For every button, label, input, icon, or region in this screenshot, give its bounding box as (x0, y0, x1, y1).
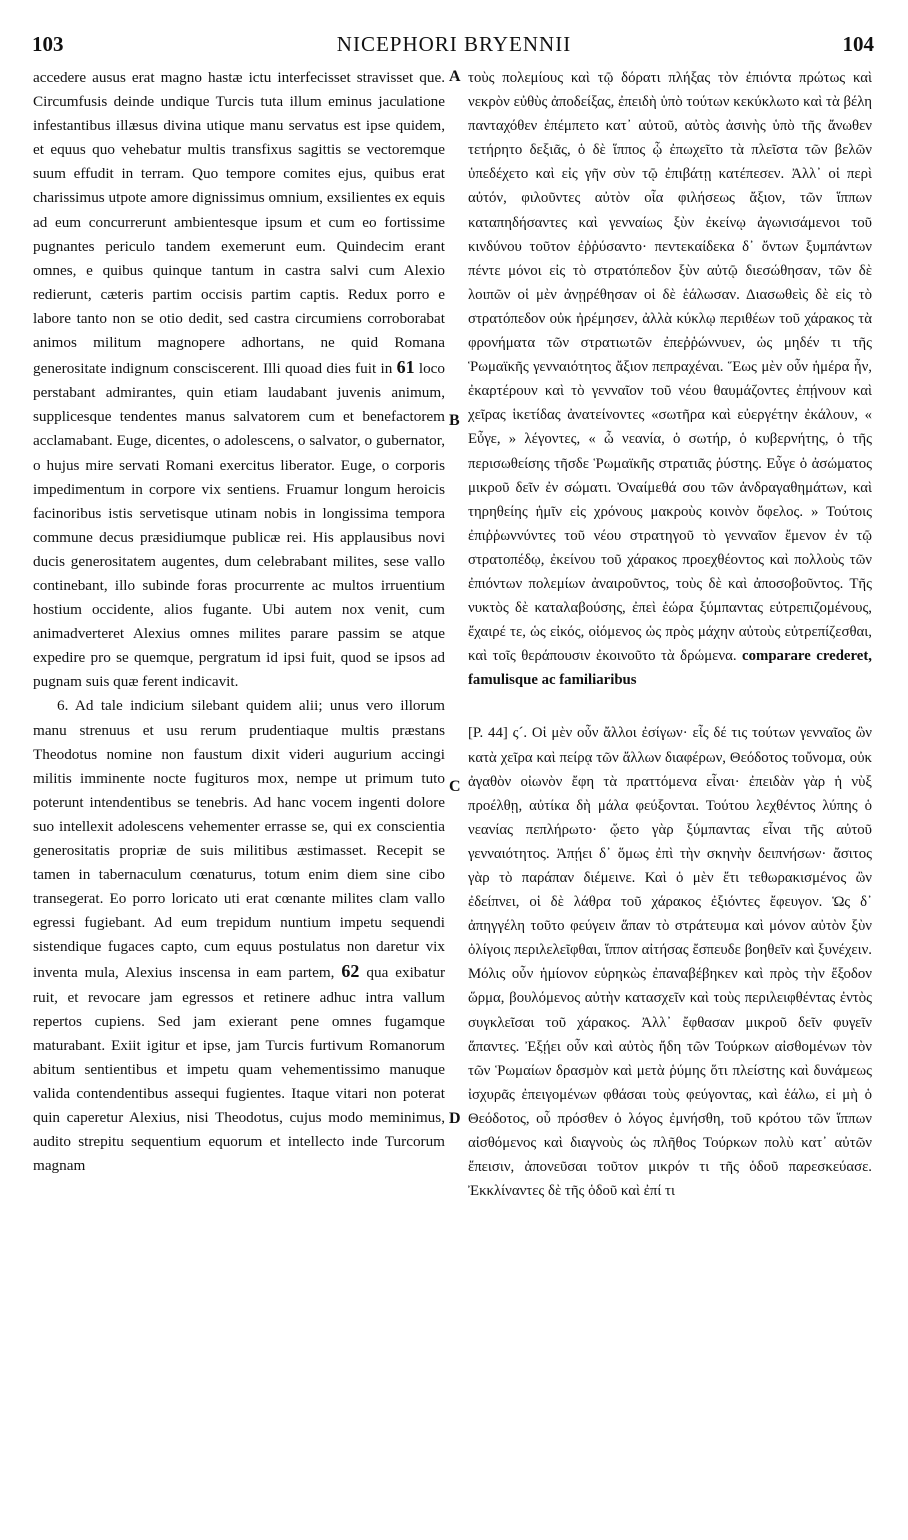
latin-paragraph-2 (33, 694, 445, 1178)
margin-letter-a: A (449, 68, 461, 85)
latin-continuation-line: comparare crederet, famulisque ac familiaribus (468, 648, 872, 689)
greek-text-2: [P. 44] ς´. Οἱ μὲν οὖν ἄλλοι ἐσίγων· εἷς δέ τις τούτων γενναῖος ὢν κατὰ χεῖρα καὶ πείρᾳ τῶν ἄλλων διαφέρων, Θεόδοτος τοὔνομα, οὐκ ἀγαθὸν οἰωνὸν ἔφη τὰ πραττόμενα εἶναι· ἐπειδὰν γὰρ ἡ νὺξ προέλθῃ, αὐτίκα δὴ μάλα φεύξονται. Τούτου λεχθέντος λύπης ὁ νεανίας πεπλήρωτο· ᾤετο γὰρ ξύμπαντας εἶναι τῆς αὐτοῦ γενναιότητος. Ἀπῄει δ᾽ ὅμως ἐπὶ τὴν σκηνὴν δειπνήσων· ἄσιτος γὰρ τὸ παράπαν διέμεινε. Καὶ ὁ μὲν ἔτι τεθωρακισμένος ὢν ἐδείπνει, οἱ δὲ λάθρα τοῦ χάρακος ἐξιόντες ἔφευγον. Ὡς δ᾽ ἀπηγγέλη τοῦτο φεύγειν ἅπαν τὸ στράτευμα καὶ μόνον αὐτὸν ξὺν ὀλίγοις περιλελεῖφθαι, ἵππον αἰτήσας ἔσπευδε βοηθεῖν καὶ ξυνέχειν. Μόλις οὖν ἡμίονον εὑρηκὼς ἐπαναβέβηκεν καὶ πρὸς τὴν ἔξοδον ὥρμα, βουλόμενος αὐτὴν κατασχεῖν καὶ τοὺς περιλειφθέντας ἐντὸς συγκλεῖσαι τοῦ χάρακος. Ἀλλ᾽ ἔφθασαν μικροῦ δεῖν φυγεῖν ἅπαντες. Ἐξῄει οὖν καὶ αὐτὸς ἤδη τῶν Τούρκων αἰσθομένων τὸν τῶν Ῥωμαίων δρασμὸν καὶ μετὰ ῥύμης ὅτι πλείστης καὶ δυνάμεως ἰσχυρᾶς ἐπειγομένων φθάσαι τοὺς φεύγοντας, καὶ ἑάλω, εἰ μὴ ὁ Θεόδοτος, οὗ πρόσθεν ὁ λόγος ἐμνήσθη, τοῦ κρότου τῶν ἵππων αἰσθόμενος καὶ διαγνοὺς ὡς πλῆθος Τούρκων πολὺ κατ᾽ αὐτῶν ἔπεισιν, ἀπονεῦσαι τοῦτον μικρόν τι τῆς ὁδοῦ παρεσκεύασε. Ἐκκλίναντες δὲ τῆς ὁδοῦ καὶ ἐπί τι (468, 725, 872, 1200)
margin-letter-c: C (449, 778, 461, 795)
latin-paragraph-1 (33, 66, 445, 694)
edition-page-marker: 61 (396, 357, 415, 378)
greek-column (468, 66, 872, 1203)
latin-text-1a: accedere ausus erat magno hastæ ictu interfecisset stravisset que. Circumfusis deinde undique Turcis tuta illum eminus jaculatione infestantibus illæsus divina utique manu servatus est ipse quidem, et equus quo vehebatur multis transfixus sagittis se vectoremque suum effudit in terram. Quo tempore comites ejus, quibus erat charissimus utpote amore dignissimus omnium, exsilientes ex equis ad eum concurrerunt ambientesque ipsum et cum eo fortissime pugnantes periculo tandem exemerunt eum. Quindecim erant omnes, e quibus quinque tantum in castra salvi cum Alexio redierunt, cæteris partim occisis partim captis. Redux porro e labore tanto non se otio dedit, sed castra circumiens corroborabat animos militum magnopere adhortans, ne quid Romana generositate indignum consciscerent. Illi quoad dies fuit in (33, 69, 445, 378)
edition-page-marker: 62 (341, 961, 360, 982)
page-number-right: 104 (842, 32, 874, 56)
page-header (0, 32, 908, 66)
latin-text-2a: 6. Ad tale indicium silebant quidem alii; unus vero illorum manu strenuus et usu rerum prudentiaque multis præstans Theodotus nomine non faustum dixit videri augurium accingi militis imminente nocte fugituros mox, nempe ut primum tuto poterunt intendentibus se tenebris. Ad hanc vocem ingenti dolore suo intellexit adolescens vehementer errasse se, qui ex conscientia generositatis propriæ de suis militibus æstimasset. Recepit se tamen in tabernaculum cœnaturus, totum enim diem sine cibo transegerat. Eo porro loricato uti erat cœnante milites clam vallo egressi fugiebant. Ad eum trepidum nuntium impetu sequendi sistendique fugaces capto, cum equus postulatus non daretur vix inventa mula, Alexius inscensa in eam partem, (33, 697, 445, 982)
latin-column (33, 66, 445, 1178)
margin-letter-d: D (449, 1110, 461, 1127)
margin-letter-b: B (449, 412, 460, 429)
greek-paragraph-1 (468, 66, 872, 692)
latin-text-2b: qua exibatur ruit, et revocare jam egressos et retinere adhuc intra vallum repertos cupiens. Sed jam exierant pene omnes fugamque maturabant. Exiit igitur et ipse, jam Turcis furtivum Romanorum abitum sentientibus et impetu quam vehementissimo manuque valida contendentibus assequi fugientes. Itaque vitari non poterat quin caperetur Alexius, nisi Theodotus, cujus modo meminimus, audito strepitu sequentium equorum et intellecto inde Turcorum magnam (33, 964, 446, 1175)
greek-text-1: τοὺς πολεμίους καὶ τῷ δόρατι πλήξας τὸν ἐπιόντα πρώτως καὶ νεκρὸν εὐθὺς ἀποδείξας, ἐπειδὴ ὑπὸ τούτων κεκύκλωτο καὶ τὰ βέλη πανταχόθεν ἐπέμπετο κατ᾽ αὐτοῦ, αὐτὸς ἀσινὴς ὑπὸ τῆς ἄνωθεν τετήρητο δεξιᾶς, ὁ δὲ ἵππος ᾧ ἐπωχεῖτο τὰ πλεῖστα τῶν βελῶν ὑπεδέχετο καὶ εἰς γῆν σὺν τῷ ἐπιβάτῃ κατέπεσεν. Ἀλλ᾽ οἱ περὶ αὐτόν, φιλοῦντες αὐτὸν οἷα φιλήσεως ἄξιον, τῶν ἵππων καταπηδήσαντες καὶ γενναίως ξὺν ἐκείνῳ ἀγωνισάμενοι τοῦ κινδύνου τοῦτον ἐῤῥύσαντο· πεντεκαίδεκα δ᾽ ὄντων ξυμπάντων πέντε μόνοι εἰς τὸ στρατόπεδον ξὺν αὐτῷ διεσώθησαν, τῶν δὲ λοιπῶν οἱ μὲν ἀνῃρέθησαν οἱ δὲ ἑάλωσαν. Διασωθεὶς δὲ εἰς τὸ στρατόπεδον οὐκ ἠρέμησεν, ἀλλὰ κύκλῳ περιθέων τοῦ χάρακος τὰ φρονήματα τῶν στρατιωτῶν ἐπεῤῥώννυεν, ὡς μηδέν τι τῆς Ῥωμαϊκῆς γενναιότητος ἄξιον πεπραχέναι. Ἕως μὲν οὖν ἡμέρα ἦν, ἐκαρτέρουν καὶ τὸ γενναῖον τοῦ νέου θαυμάζοντες ἐπῄνουν καὶ χεῖρας ἱκετίδας ἀνατείνοντες «σωτῆρα καὶ εὐεργέτην ἐκάλουν, « Εὖγε, » λέγοντες, « ὦ νεανία, ὁ σωτήρ, ὁ κυβερνήτης, ὁ τῆς περισωθείσης τῆσδε Ῥωμαϊκῆς στρατιᾶς ῥύστης. Εὖγε ὁ ἀσώματος μικροῦ δεῖν ἐν σώματι. Ὀναίμεθά σου τῶν ἀνδραγαθημάτων, καὶ τηρηθείης ἡμῖν εἰς χρόνους μακροὺς κοινὸν ὄφελος. » Τούτοις ἐπιῤῥωννύντες τοῦ νέου στρατηγοῦ τὸ γενναῖον ἔμενον ἐν τῷ στρατοπέδῳ, ἐκείνου τοῦ χάρακος προεχθέοντος καὶ πολλοὺς τῶν ἐπιόντων πολεμίων ἀναιροῦντος, τοὺς δὲ καὶ ἀποσοβοῦντος. Τῆς νυκτὸς δὲ καταλαβούσης, ἐπεὶ ἑώρα ξύμπαντας εὐτρεπιζομένους, ἔχαιρέ τε, ὡς εἰκός, οἰόμενος ὡς πρὸς μάχην αὐτοὺς εὐτρεπίζεσθαι, καὶ τοῖς θεράπουσιν ἐκοινοῦτο τὰ δρώμενα. (468, 70, 872, 665)
greek-paragraph-2 (468, 721, 872, 1203)
latin-text-1b: loco perstabant admirantes, quin etiam laudabant juvenis animum, supplicesque tendentes manus salvatorem cum et benefactorem acclamabant. Euge, dicentes, o adolescens, o salvator, o gubernator, o hujus mire servati Romani exercitus liberator. Euge, o corporis impedimentum in corpore vix sentiens. Fruamur longum heroicis facinoribus istis servetisque utinam nobis in longissima tempora commune decus præsidiumque publicæ rei. His applausibus novi ducis generositatem augentes, dum celebrabant milites, sese vallo continebant, illo subinde foras procurrente ac multos irruentium hostium occidente, alios fugante. Ubi autem nox venit, cum animadverteret Alexius omnes milites parare passim se atque expedire pro se quemque, pergratum id ipsi fuit, quod se ipsos ad pugnam suis quæ ferent indicavit. (33, 360, 446, 691)
page-number-left: 103 (32, 32, 64, 56)
running-title: NICEPHORI BRYENNII (336, 32, 572, 56)
